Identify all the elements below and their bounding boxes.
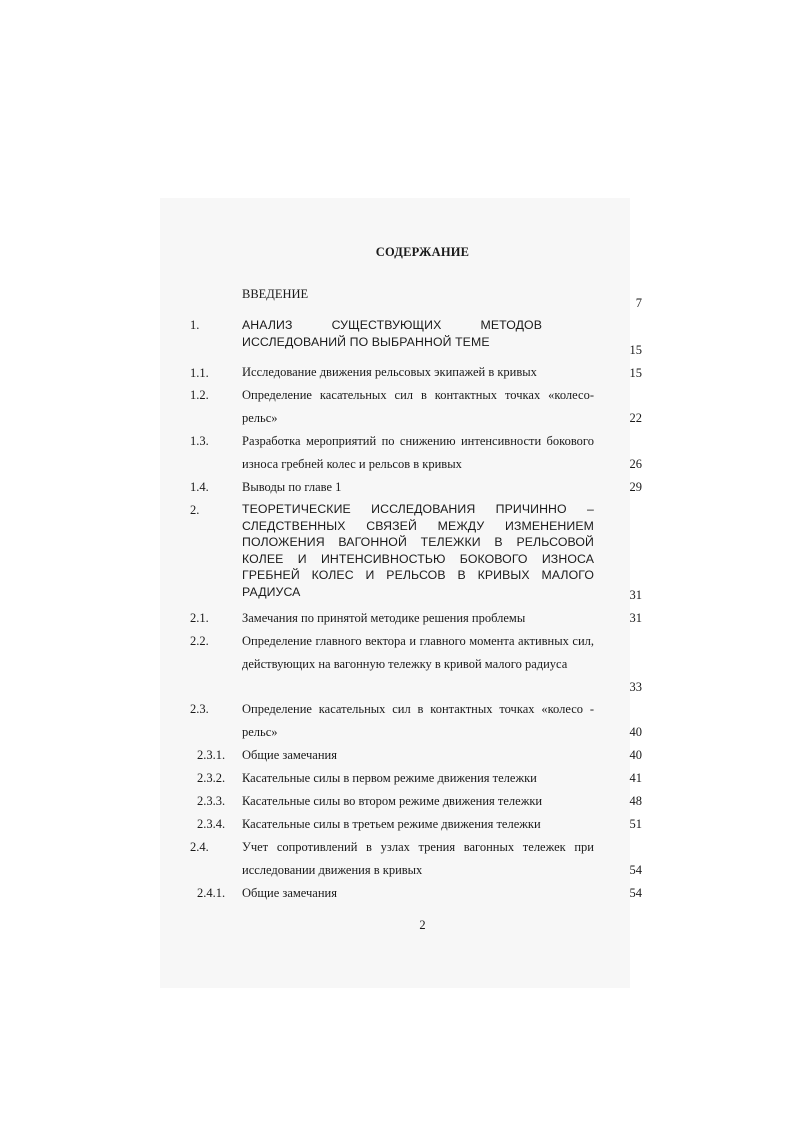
toc-entry-number: 2.3.3.	[197, 794, 226, 808]
toc-entry-page: 31	[629, 588, 642, 602]
toc-entry-number: 1.3.	[190, 434, 209, 448]
toc-entry-text: АНАЛИЗ СУЩЕСТВУЮЩИХ МЕТОДОВ ИССЛЕДОВАНИЙ ПО ВЫБРАННОЙ ТЕМЕ	[242, 318, 542, 349]
toc-entry-number: 2.2.	[190, 634, 209, 648]
toc-entry-text: ТЕОРЕТИЧЕСКИЕ ИССЛЕДОВАНИЯ ПРИЧИННО – СЛЕДСТВЕННЫХ СВЯЗЕЙ МЕЖДУ ИЗМЕНЕНИЕМ ПОЛОЖЕНИЯ ВАГОННОЙ ТЕЛЕЖКИ В РЕЛЬСОВОЙ КОЛЕЕ И ИНТЕНСИВНОСТЬЮ БОКОВОГО ИЗНОСА ГРЕБНЕЙ КОЛЕС И РЕЛЬСОВ В КРИВЫХ МАЛОГО РАДИУСА	[242, 502, 594, 599]
toc-entry-number: 2.	[190, 503, 200, 517]
toc-entry-page: 22	[629, 411, 642, 425]
toc-entry-page: 15	[629, 366, 642, 380]
toc-entry-page: 40	[629, 748, 642, 762]
toc-entry-page: 51	[629, 817, 642, 831]
toc-entry-page: 40	[629, 725, 642, 739]
toc-entry-number: 2.4.1.	[197, 886, 226, 900]
toc-entry-page: 54	[629, 886, 642, 900]
toc-entry-page: 48	[629, 794, 642, 808]
toc-entry-text: Выводы по главе 1	[242, 480, 342, 494]
toc-entry-number: 2.4.	[190, 840, 209, 854]
toc-entry-number: 1.2.	[190, 388, 209, 402]
toc-title: СОДЕРЖАНИЕ	[375, 245, 470, 259]
toc-entry-number: 1.4.	[190, 480, 209, 494]
toc-entry-text: Исследование движения рельсовых экипажей в кривых	[242, 365, 537, 379]
toc-entry-text: Общие замечания	[242, 886, 337, 900]
toc-entry-page: 33	[629, 680, 642, 694]
toc-entry-text: Учет сопротивлений в узлах трения вагонных тележек при исследовании движения в кривых	[242, 840, 594, 877]
toc-entry-text: Замечания по принятой методике решения проблемы	[242, 611, 526, 625]
toc-entry-text: Разработка мероприятий по снижению интенсивности бокового износа гребней колес и рельсов в кривых	[242, 434, 594, 471]
toc-entry-number: 2.1.	[190, 611, 209, 625]
toc-entry-page: 29	[629, 480, 642, 494]
toc-entry-text: Касательные силы в первом режиме движения тележки	[242, 771, 537, 785]
toc-entry-number: 1.	[190, 318, 200, 332]
toc-entry-number: 2.3.2.	[197, 771, 226, 785]
toc-entry-page: 7	[635, 296, 642, 310]
page-number: 2	[419, 918, 426, 932]
toc-entry-page: 31	[629, 611, 642, 625]
toc-entry-text: Касательные силы во втором режиме движения тележки	[242, 794, 543, 808]
toc-entry-number: 2.3.4.	[197, 817, 226, 831]
toc-entry-text: Общие замечания	[242, 748, 337, 762]
toc-entry-number: 2.3.1.	[197, 748, 226, 762]
toc-entry-text: ВВЕДЕНИЕ	[242, 287, 309, 301]
toc-entry-number: 1.1.	[190, 366, 209, 380]
toc-entry-page: 26	[629, 457, 642, 471]
toc-entry-text: Определение касательных сил в контактных точках «колесо-рельс»	[242, 388, 594, 425]
toc-entry-text: Касательные силы в третьем режиме движения тележки	[242, 817, 541, 831]
toc-entry-page: 15	[629, 343, 642, 357]
toc-entry-text: Определение касательных сил в контактных точках «колесо - рельс»	[242, 702, 594, 739]
toc-entry-number: 2.3.	[190, 702, 209, 716]
toc-entry-page: 41	[629, 771, 642, 785]
toc-entry-text: Определение главного вектора и главного момента активных сил, действующих на вагонную тележку в кривой малого радиуса	[242, 634, 594, 671]
toc-entry-page: 54	[629, 863, 642, 877]
